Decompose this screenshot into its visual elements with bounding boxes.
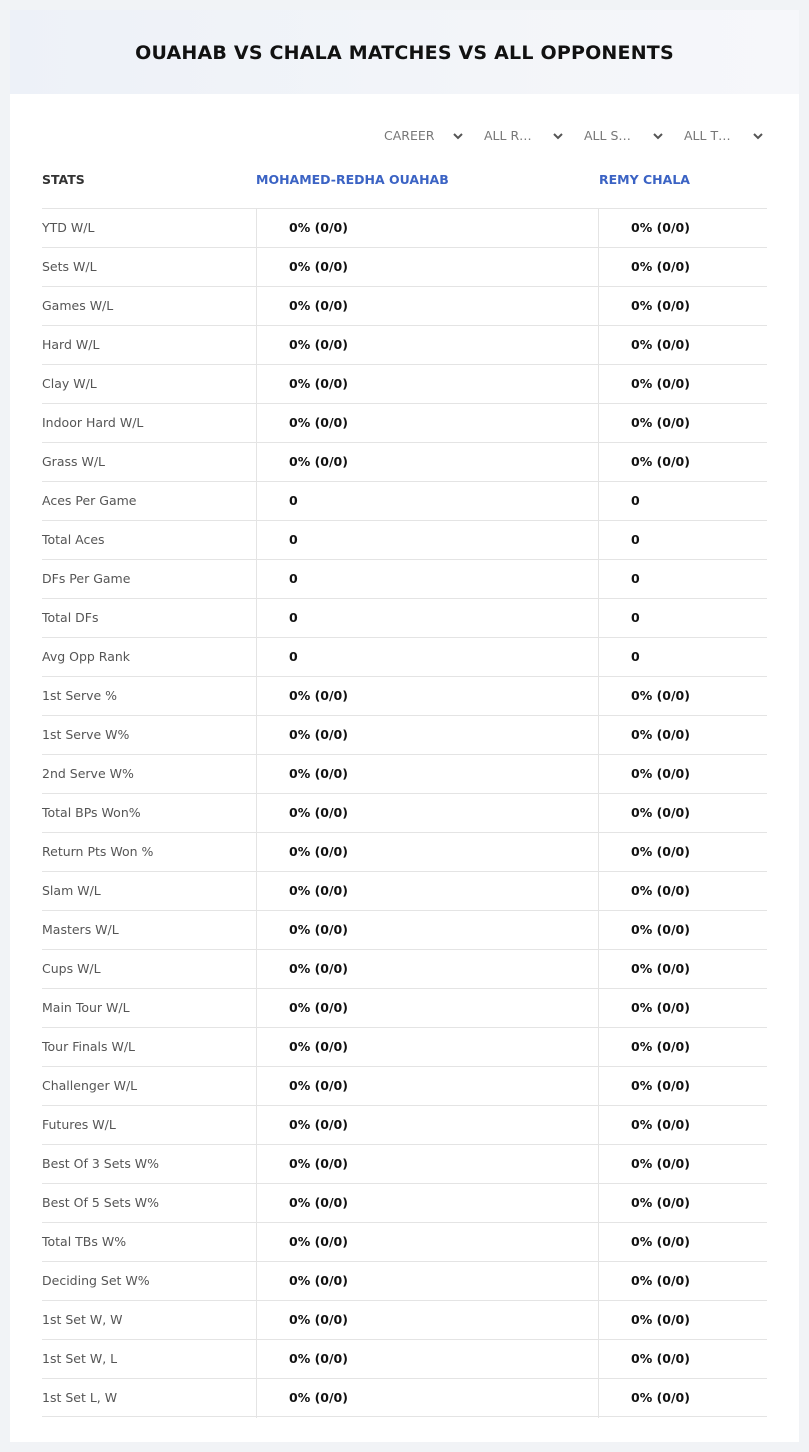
column-divider	[598, 1144, 599, 1184]
stat-label: Avg Opp Rank	[42, 649, 131, 664]
column-divider	[598, 559, 599, 599]
player2-link[interactable]: REMY CHALA	[599, 172, 690, 187]
stat-label: Slam W/L	[42, 883, 101, 898]
player2-value: 0	[631, 493, 640, 508]
table-row	[42, 481, 767, 520]
table-row	[42, 286, 767, 325]
column-divider	[598, 286, 599, 326]
column-divider	[598, 871, 599, 911]
column-divider	[256, 715, 257, 755]
table-row	[42, 247, 767, 286]
stat-label: Total Aces	[42, 532, 105, 547]
player2-value: 0% (0/0)	[631, 337, 690, 352]
stat-label: Indoor Hard W/L	[42, 415, 144, 430]
header-banner	[10, 10, 799, 94]
player2-value: 0% (0/0)	[631, 259, 690, 274]
column-divider	[598, 1300, 599, 1340]
column-divider	[256, 1144, 257, 1184]
table-row	[42, 793, 767, 832]
column-divider	[256, 1222, 257, 1262]
column-divider	[256, 325, 257, 365]
player1-value: 0% (0/0)	[289, 688, 348, 703]
player2-value: 0% (0/0)	[631, 766, 690, 781]
column-divider	[256, 949, 257, 989]
table-row	[42, 1105, 767, 1144]
player1-value: 0% (0/0)	[289, 376, 348, 391]
column-divider	[256, 598, 257, 638]
player2-value: 0% (0/0)	[631, 1351, 690, 1366]
stats-card	[10, 10, 799, 1442]
stat-label: Cups W/L	[42, 961, 101, 976]
table-row	[42, 754, 767, 793]
filter-period-select[interactable]	[380, 128, 480, 143]
player1-value: 0% (0/0)	[289, 883, 348, 898]
player1-value: 0% (0/0)	[289, 961, 348, 976]
player1-value: 0% (0/0)	[289, 1195, 348, 1210]
column-divider	[598, 1183, 599, 1223]
table-row	[42, 1183, 767, 1222]
stat-label: Total DFs	[42, 610, 99, 625]
stat-label: Main Tour W/L	[42, 1000, 130, 1015]
table-row	[42, 1027, 767, 1066]
column-divider	[598, 832, 599, 872]
player1-value: 0% (0/0)	[289, 844, 348, 859]
column-divider	[598, 1339, 599, 1379]
column-divider	[598, 598, 599, 638]
player2-value: 0% (0/0)	[631, 883, 690, 898]
player1-value: 0% (0/0)	[289, 727, 348, 742]
column-divider	[256, 832, 257, 872]
player2-value: 0% (0/0)	[631, 844, 690, 859]
player2-value: 0% (0/0)	[631, 298, 690, 313]
stat-label: DFs Per Game	[42, 571, 131, 586]
player1-value: 0% (0/0)	[289, 1273, 348, 1288]
column-divider	[256, 442, 257, 482]
filter-tournament-select[interactable]	[680, 128, 780, 143]
chevron-down-icon	[652, 130, 664, 142]
column-divider	[256, 1378, 257, 1418]
player2-value: 0% (0/0)	[631, 454, 690, 469]
player2-value: 0% (0/0)	[631, 1234, 690, 1249]
player1-value: 0	[289, 649, 298, 664]
stat-label: Deciding Set W%	[42, 1273, 150, 1288]
player1-value: 0% (0/0)	[289, 805, 348, 820]
player2-value: 0% (0/0)	[631, 1039, 690, 1054]
table-row	[42, 1066, 767, 1105]
column-divider	[256, 1300, 257, 1340]
stat-label: Games W/L	[42, 298, 114, 313]
stat-label: Masters W/L	[42, 922, 119, 937]
table-row	[42, 403, 767, 442]
stat-label: Futures W/L	[42, 1117, 116, 1132]
column-divider	[598, 910, 599, 950]
chevron-down-icon	[452, 130, 464, 142]
column-divider	[256, 520, 257, 560]
filter-round-label: ALL R…	[484, 128, 532, 143]
stat-label: Hard W/L	[42, 337, 100, 352]
stats-table	[42, 208, 767, 1417]
player1-value: 0	[289, 610, 298, 625]
stat-label: Challenger W/L	[42, 1078, 138, 1093]
column-divider	[256, 403, 257, 443]
player1-link[interactable]: MOHAMED-REDHA OUAHAB	[256, 172, 449, 187]
stat-label: 1st Set W, W	[42, 1312, 123, 1327]
stat-label: Grass W/L	[42, 454, 106, 469]
stat-label: YTD W/L	[42, 220, 95, 235]
column-divider	[598, 403, 599, 443]
column-divider	[256, 988, 257, 1028]
column-divider	[256, 208, 257, 248]
column-divider	[598, 988, 599, 1028]
filter-round-select[interactable]	[480, 128, 580, 143]
table-row	[42, 1339, 767, 1378]
player1-value: 0% (0/0)	[289, 298, 348, 313]
stat-label: 1st Set W, L	[42, 1351, 118, 1366]
table-row	[42, 559, 767, 598]
column-divider	[256, 481, 257, 521]
stat-label: 1st Serve W%	[42, 727, 130, 742]
stat-label: Best Of 5 Sets W%	[42, 1195, 160, 1210]
table-row	[42, 676, 767, 715]
player2-value: 0% (0/0)	[631, 1117, 690, 1132]
table-row	[42, 949, 767, 988]
table-row	[42, 442, 767, 481]
column-divider	[256, 676, 257, 716]
column-divider	[598, 1222, 599, 1262]
player1-value: 0% (0/0)	[289, 1234, 348, 1249]
stats-column-header: STATS	[42, 172, 85, 187]
column-divider	[256, 793, 257, 833]
column-divider	[598, 1066, 599, 1106]
column-divider	[598, 1105, 599, 1145]
stat-label: Return Pts Won %	[42, 844, 154, 859]
column-divider	[598, 754, 599, 794]
player2-value: 0% (0/0)	[631, 220, 690, 235]
column-divider	[598, 637, 599, 677]
player2-value: 0% (0/0)	[631, 805, 690, 820]
player2-value: 0% (0/0)	[631, 415, 690, 430]
column-divider	[598, 1378, 599, 1418]
column-divider	[256, 1105, 257, 1145]
column-divider	[256, 637, 257, 677]
player1-value: 0	[289, 571, 298, 586]
stat-label: Total TBs W%	[42, 1234, 127, 1249]
player2-value: 0% (0/0)	[631, 1156, 690, 1171]
player1-value: 0% (0/0)	[289, 1117, 348, 1132]
player1-value: 0	[289, 532, 298, 547]
column-divider	[598, 1261, 599, 1301]
column-divider	[598, 793, 599, 833]
stat-label: 1st Set L, W	[42, 1390, 118, 1405]
filter-surface-select[interactable]	[580, 128, 680, 143]
filter-tournament-label: ALL T…	[684, 128, 731, 143]
column-divider	[598, 364, 599, 404]
player1-value: 0% (0/0)	[289, 454, 348, 469]
table-row	[42, 598, 767, 637]
column-divider	[256, 754, 257, 794]
stat-label: Total BPs Won%	[42, 805, 141, 820]
table-row	[42, 871, 767, 910]
column-divider	[598, 676, 599, 716]
column-divider	[598, 481, 599, 521]
column-divider	[256, 364, 257, 404]
stat-label: Sets W/L	[42, 259, 97, 274]
player1-value: 0% (0/0)	[289, 220, 348, 235]
player2-value: 0% (0/0)	[631, 1390, 690, 1405]
filter-surface-label: ALL S…	[584, 128, 631, 143]
player1-value: 0% (0/0)	[289, 1351, 348, 1366]
column-divider	[256, 871, 257, 911]
column-divider	[598, 442, 599, 482]
table-row	[42, 1222, 767, 1261]
player2-value: 0	[631, 571, 640, 586]
chevron-down-icon	[552, 130, 564, 142]
stat-label: 2nd Serve W%	[42, 766, 134, 781]
player2-value: 0% (0/0)	[631, 1273, 690, 1288]
player2-value: 0% (0/0)	[631, 1312, 690, 1327]
table-row	[42, 1261, 767, 1300]
table-row	[42, 364, 767, 403]
column-divider	[256, 1066, 257, 1106]
filter-bar	[380, 128, 780, 143]
column-divider	[256, 1261, 257, 1301]
column-divider	[256, 247, 257, 287]
chevron-down-icon	[752, 130, 764, 142]
player2-value: 0	[631, 532, 640, 547]
player2-value: 0% (0/0)	[631, 1000, 690, 1015]
column-divider	[256, 910, 257, 950]
player1-value: 0% (0/0)	[289, 1312, 348, 1327]
stat-label: Aces Per Game	[42, 493, 137, 508]
player1-value: 0% (0/0)	[289, 1039, 348, 1054]
player2-value: 0% (0/0)	[631, 376, 690, 391]
table-row	[42, 208, 767, 247]
column-divider	[598, 247, 599, 287]
player1-value: 0% (0/0)	[289, 766, 348, 781]
column-divider	[256, 286, 257, 326]
column-divider	[598, 520, 599, 560]
player2-value: 0% (0/0)	[631, 1195, 690, 1210]
filter-period-label: CAREER	[384, 128, 435, 143]
column-divider	[256, 1183, 257, 1223]
player2-value: 0% (0/0)	[631, 922, 690, 937]
player1-value: 0% (0/0)	[289, 337, 348, 352]
table-row	[42, 520, 767, 559]
player1-value: 0% (0/0)	[289, 1078, 348, 1093]
stat-label: Tour Finals W/L	[42, 1039, 136, 1054]
column-divider	[598, 949, 599, 989]
player2-value: 0% (0/0)	[631, 727, 690, 742]
player1-value: 0% (0/0)	[289, 1156, 348, 1171]
table-row	[42, 1144, 767, 1183]
table-row	[42, 1300, 767, 1339]
player1-value: 0% (0/0)	[289, 415, 348, 430]
column-divider	[256, 1027, 257, 1067]
table-row	[42, 715, 767, 754]
player2-value: 0% (0/0)	[631, 961, 690, 976]
player1-value: 0% (0/0)	[289, 1000, 348, 1015]
column-divider	[256, 559, 257, 599]
player1-value: 0% (0/0)	[289, 922, 348, 937]
stat-label: Best Of 3 Sets W%	[42, 1156, 160, 1171]
table-row	[42, 637, 767, 676]
column-divider	[598, 1027, 599, 1067]
column-divider	[256, 1339, 257, 1379]
player2-value: 0% (0/0)	[631, 1078, 690, 1093]
player1-value: 0% (0/0)	[289, 1390, 348, 1405]
player1-value: 0% (0/0)	[289, 259, 348, 274]
column-divider	[598, 208, 599, 248]
player1-value: 0	[289, 493, 298, 508]
player2-value: 0	[631, 610, 640, 625]
table-row	[42, 832, 767, 871]
table-row	[42, 988, 767, 1027]
table-row	[42, 910, 767, 949]
table-row	[42, 1378, 767, 1417]
page-title: OUAHAB VS CHALA MATCHES VS ALL OPPONENTS	[135, 42, 674, 64]
stat-label: Clay W/L	[42, 376, 97, 391]
column-divider	[598, 715, 599, 755]
column-divider	[598, 325, 599, 365]
player2-value: 0% (0/0)	[631, 688, 690, 703]
table-row	[42, 325, 767, 364]
player2-value: 0	[631, 649, 640, 664]
stat-label: 1st Serve %	[42, 688, 118, 703]
